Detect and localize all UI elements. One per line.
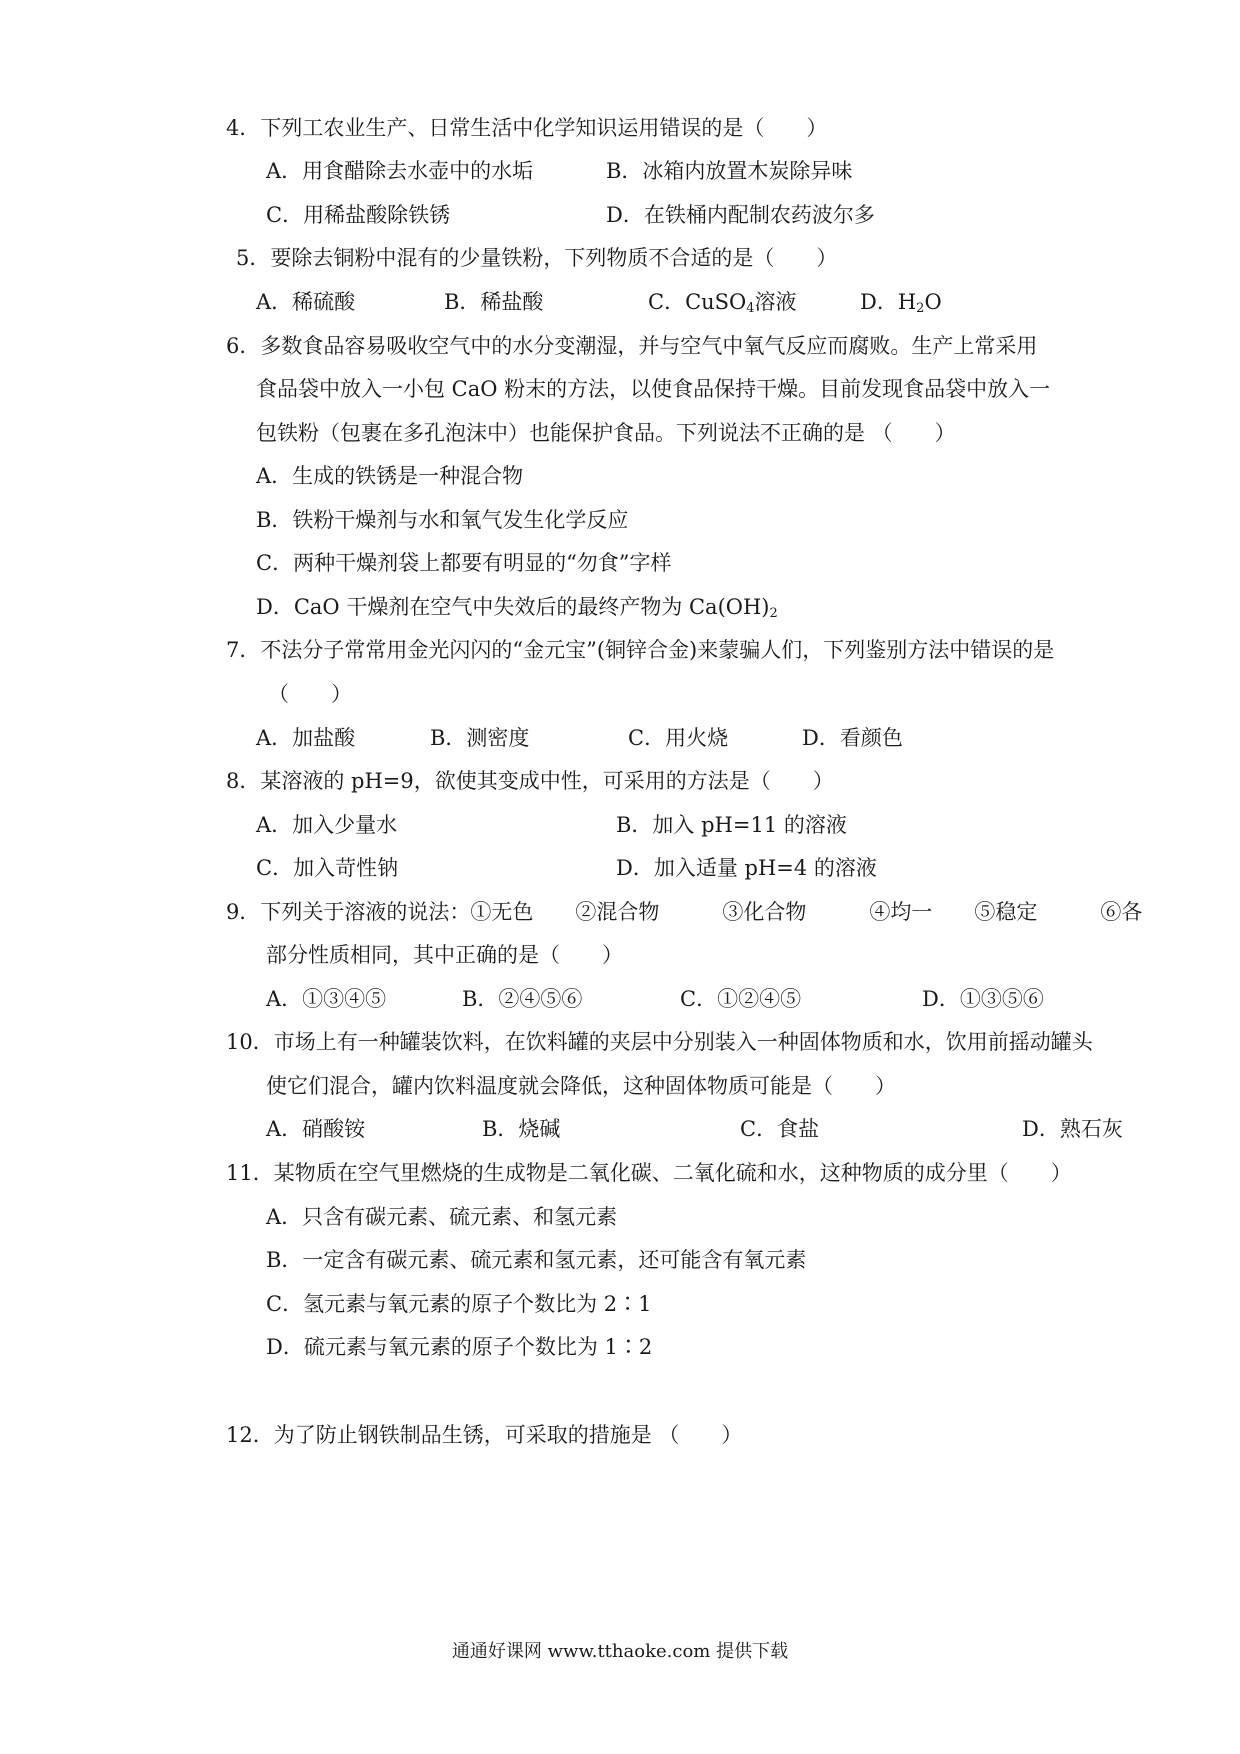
question-8-option-a: A．加入少量水 [256, 813, 398, 837]
question-11-option-b: B．一定含有碳元素、硫元素和氢元素，还可能含有氧元素 [266, 1248, 807, 1272]
question-7-option-c: C．用火烧 [628, 726, 729, 750]
question-4-option-a: A．用食醋除去水壶中的水垢 [266, 159, 534, 183]
question-6-option-a: A．生成的铁锈是一种混合物 [256, 464, 524, 488]
question-6-stem-line-1: 6．多数食品容易吸收空气中的水分变潮湿，并与空气中氧气反应而腐败。生产上常采用 [226, 334, 1038, 358]
question-9-stem-line-2: 部分性质相同，其中正确的是（ ） [266, 943, 623, 967]
question-11-stem: 11．某物质在空气里燃烧的生成物是二氧化碳、二氧化硫和水，这种物质的成分里（ ） [226, 1161, 1072, 1185]
question-8-option-b: B．加入 pH=11 的溶液 [616, 813, 847, 837]
question-4-option-b: B．冰箱内放置木炭除异味 [606, 159, 853, 183]
question-6-option-d: D．CaO 干燥剂在空气中失效后的最终产物为 $Ca(OH)_2$ [256, 595, 778, 621]
question-5-option-a: A．稀硫酸 [256, 290, 356, 314]
question-6-option-b: B．铁粉干燥剂与水和氧气发生化学反应 [256, 508, 629, 532]
question-9-option-b: B．②④⑤⑥ [462, 987, 583, 1011]
question-7-option-a: A．加盐酸 [256, 726, 356, 750]
question-8-option-c: C．加入苛性钠 [256, 856, 399, 880]
question-8-stem: 8．某溶液的 pH=9，欲使其变成中性，可采用的方法是（ ） [226, 769, 834, 793]
question-10-options [266, 1117, 1123, 1141]
question-7-option-b: B．测密度 [430, 726, 530, 750]
question-5-option-d: D．$H_2O$ [860, 290, 942, 316]
question-9-option-c: C．①②④⑤ [680, 987, 802, 1011]
question-12-stem: 12．为了防止钢铁制品生锈，可采取的措施是 （ ） [226, 1423, 743, 1447]
question-10-option-b: B．烧碱 [482, 1117, 561, 1141]
question-5-option-b: B．稀盐酸 [444, 290, 544, 314]
question-4-option-c: C．用稀盐酸除铁锈 [266, 203, 451, 227]
question-8-option-d: D．加入适量 pH=4 的溶液 [616, 856, 877, 880]
question-9-option-d: D．①③⑤⑥ [922, 987, 1044, 1011]
question-6-stem-line-2: 食品袋中放入一小包 CaO 粉末的方法，以使食品保持干燥。目前发现食品袋中放入一 [256, 377, 1051, 401]
question-7-stem-line-2: （ ） [268, 682, 352, 706]
question-4-stem: 4．下列工农业生产、日常生活中化学知识运用错误的是（ ） [226, 116, 828, 140]
question-10-stem-line-2: 使它们混合，罐内饮料温度就会降低，这种固体物质可能是（ ） [266, 1074, 896, 1098]
question-10-option-d: D．熟石灰 [1022, 1117, 1123, 1141]
question-5-options [256, 292, 1056, 314]
question-7-options [256, 728, 956, 750]
question-10-option-c: C．食盐 [740, 1117, 820, 1141]
question-7-stem-line-1: 7．不法分子常常用金光闪闪的“金元宝”(铜锌合金)来蒙骗人们，下列鉴别方法中错误的是 [226, 638, 1055, 662]
question-9-options [266, 989, 1066, 1011]
question-5-stem: 5．要除去铜粉中混有的少量铁粉，下列物质不合适的是（ ） [236, 246, 838, 270]
question-9-option-a: A．①③④⑤ [266, 987, 387, 1011]
question-10-option-a: A．硝酸铵 [266, 1117, 366, 1141]
question-9-stem-line-1: 9．下列关于溶液的说法：①无色 ②混合物 ③化合物 ④均一 ⑤稳定 ⑥各 [226, 900, 1143, 924]
question-6-stem-line-3: 包铁粉（包裹在多孔泡沫中）也能保护食品。下列说法不正确的是 （ ） [256, 421, 956, 445]
question-5-option-c: C．CuSO$_4$溶液 [648, 290, 797, 316]
page-footer: 通通好课网 www.tthaoke.com 提供下载 [451, 1641, 789, 1662]
question-7-option-d: D．看颜色 [802, 726, 903, 750]
question-6-option-c: C．两种干燥剂袋上都要有明显的“勿食”字样 [256, 551, 672, 575]
question-11-option-d: D．硫元素与氧元素的原子个数比为 1∶2 [266, 1335, 653, 1359]
question-11-option-a: A．只含有碳元素、硫元素、和氢元素 [266, 1205, 618, 1229]
question-10-stem-line-1: 10．市场上有一种罐装饮料，在饮料罐的夹层中分别装入一种固体物质和水，饮用前摇动罐头 [226, 1030, 1093, 1054]
question-4-option-d: D．在铁桶内配制农药波尔多 [606, 203, 875, 227]
question-11-option-c: C．氢元素与氧元素的原子个数比为 2∶1 [266, 1292, 652, 1316]
